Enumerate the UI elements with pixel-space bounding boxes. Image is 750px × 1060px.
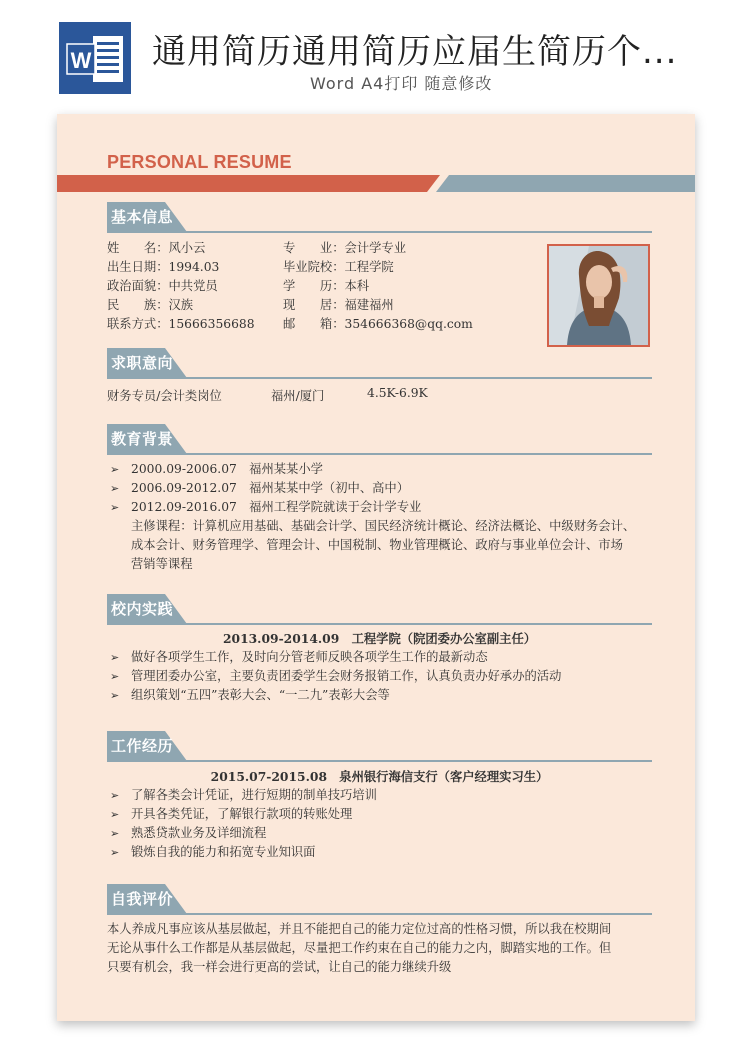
campus-list: [107, 648, 561, 705]
info-value: 福建福州: [344, 298, 394, 312]
education-item: 2000.09-2006.07 福州某某小学: [131, 462, 323, 476]
section-title: 工作经历: [111, 737, 174, 755]
info-value: 15666356688: [168, 317, 255, 331]
info-row: [107, 295, 193, 313]
section-self-evaluation: [107, 884, 652, 914]
arrow-bullet-icon: ➢: [110, 689, 120, 702]
section-divider: [107, 377, 652, 379]
info-label: 出生日期：: [107, 260, 169, 274]
section-heading: [107, 594, 652, 624]
info-label: 毕业院校：: [283, 260, 345, 274]
info-row: [283, 314, 473, 332]
profile-photo: [547, 244, 650, 347]
header-stripe: [57, 175, 695, 192]
section-heading: [107, 884, 652, 914]
courses-line: 成本会计、财务管理学、管理会计、中国税制、物业管理概论、政府与事业单位会计、市场: [131, 538, 623, 552]
self-evaluation-line: 只要有机会，我一样会进行更高的尝试，让自己的能力继续升级: [107, 960, 452, 974]
info-row: [107, 257, 219, 275]
resume-page: [57, 114, 695, 1021]
campus-item: 管理团委办公室，主要负责团委学生会财务报销工作，认真负责办好承办的活动: [131, 669, 562, 683]
education-item: 2012.09-2016.07 福州工程学院就读于会计学专业: [131, 500, 422, 514]
courses-text: [131, 517, 661, 574]
intent-salary: 4.5K-6.9K: [367, 386, 428, 400]
document-header: [0, 0, 750, 105]
self-evaluation-line: 本人养成凡事应该从基层做起，并且不能把自己的能力定位过高的性格习惯，所以我在校期间: [107, 922, 612, 936]
arrow-bullet-icon: ➢: [110, 827, 120, 840]
section-job-intent: [107, 348, 652, 378]
arrow-bullet-icon: ➢: [110, 789, 120, 802]
section-heading: [107, 348, 652, 378]
info-label: 邮 箱：: [283, 317, 345, 331]
info-label: 学 历：: [283, 279, 345, 293]
info-label: 联系方式：: [107, 317, 169, 331]
info-value: 本科: [344, 279, 370, 293]
section-heading: [107, 202, 652, 232]
info-value: 汉族: [168, 298, 194, 312]
work-item: 开具各类凭证，了解银行款项的转账处理: [131, 807, 353, 821]
section-campus-practice: [107, 594, 652, 624]
info-value: 风小云: [168, 241, 206, 255]
work-item: 了解各类会计凭证，进行短期的制单技巧培训: [131, 788, 377, 802]
info-row: [283, 295, 394, 313]
list-item: [107, 460, 421, 479]
list-item: [107, 686, 561, 705]
info-label: 姓 名：: [107, 241, 169, 255]
document-title: 通用简历通用简历应届生简历个...: [152, 32, 678, 72]
intent-position: 财务专员/会计类岗位: [107, 389, 222, 403]
work-list: [107, 786, 377, 862]
work-item: 熟悉贷款业务及详细流程: [131, 826, 267, 840]
info-row: [107, 314, 255, 332]
info-label: 民 族：: [107, 298, 169, 312]
section-title: 求职意向: [111, 354, 174, 372]
info-row: [283, 276, 369, 294]
work-item: 锻炼自我的能力和拓宽专业知识面: [131, 845, 316, 859]
section-divider: [107, 453, 652, 455]
arrow-bullet-icon: ➢: [110, 670, 120, 683]
list-item: [107, 824, 377, 843]
list-item: [107, 843, 377, 862]
campus-item: 组织策划“五四”表彰大会、“一二九”表彰大会等: [131, 688, 390, 702]
section-divider: [107, 913, 652, 915]
arrow-bullet-icon: ➢: [110, 463, 120, 476]
section-divider: [107, 231, 652, 233]
info-value: 1994.03: [168, 260, 220, 274]
info-row: [107, 276, 218, 294]
word-icon-letter: W: [70, 48, 92, 73]
section-title: 教育背景: [111, 430, 174, 448]
arrow-bullet-icon: ➢: [110, 482, 120, 495]
list-item: [107, 786, 377, 805]
campus-item: 做好各项学生工作，及时向分管老师反映各项学生工作的最新动态: [131, 650, 488, 664]
resume-title: PERSONAL RESUME: [107, 152, 292, 172]
section-title: 校内实践: [111, 600, 174, 618]
list-item: [107, 805, 377, 824]
arrow-bullet-icon: ➢: [110, 808, 120, 821]
info-value: 会计学专业: [344, 241, 406, 255]
courses-line: 主修课程：计算机应用基础、基础会计学、国民经济统计概论、经济法概论、中级财务会计、: [131, 519, 636, 533]
section-basic-info: [107, 202, 652, 232]
campus-title: 2013.09-2014.09 工程学院（院团委办公室副主任）: [222, 631, 537, 646]
info-row: [107, 238, 205, 256]
arrow-bullet-icon: ➢: [110, 846, 120, 859]
education-item: 2006.09-2012.07 福州某某中学（初中、高中）: [131, 481, 410, 495]
document-subtitle: Word A4打印 随意修改: [310, 74, 493, 93]
self-evaluation-line: 无论从事什么工作都是从基层做起，尽量把工作约束在自己的能力之内，脚踏实地的工作。但: [107, 941, 612, 955]
section-education: [107, 424, 652, 454]
courses-line: 营销等课程: [131, 557, 193, 571]
work-title: 2015.07-2015.08 泉州银行海信支行（客户经理实习生）: [210, 769, 549, 784]
section-work-experience: [107, 731, 652, 761]
list-item: [107, 479, 421, 498]
list-item: [107, 667, 561, 686]
section-heading: [107, 424, 652, 454]
arrow-bullet-icon: ➢: [110, 651, 120, 664]
info-row: [283, 238, 406, 256]
section-divider: [107, 623, 652, 625]
info-row: [283, 257, 394, 275]
intent-city: 福州/厦门: [271, 389, 325, 403]
info-value: 中共党员: [168, 279, 218, 293]
section-divider: [107, 760, 652, 762]
list-item: [107, 498, 421, 517]
section-heading: [107, 731, 652, 761]
self-evaluation-text: [107, 920, 657, 977]
section-title: 基本信息: [111, 208, 174, 226]
word-document-icon: [59, 22, 131, 94]
info-value: 工程学院: [344, 260, 394, 274]
info-label: 专 业：: [283, 241, 345, 255]
info-value: 354666368@qq.com: [344, 317, 473, 331]
info-label: 现 居：: [283, 298, 345, 312]
info-label: 政治面貌：: [107, 279, 169, 293]
section-title: 自我评价: [111, 890, 174, 908]
list-item: [107, 648, 561, 667]
arrow-bullet-icon: ➢: [110, 501, 120, 514]
education-list: [107, 460, 421, 517]
